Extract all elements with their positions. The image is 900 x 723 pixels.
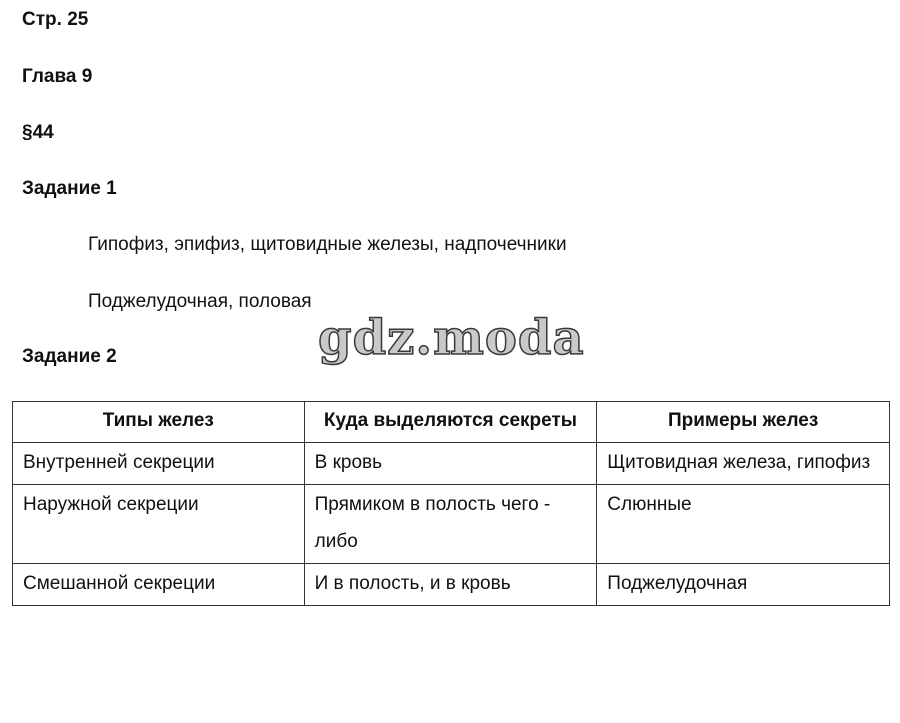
- table-row: [13, 564, 890, 606]
- table-cell: Слюнные: [597, 485, 890, 564]
- table-cell: Наружной секреции: [13, 485, 305, 564]
- task1-answer-1: Гипофиз, эпифиз, щитовидные железы, надпочечники: [88, 234, 567, 255]
- table-cell: В кровь: [304, 443, 597, 485]
- glands-table: [12, 401, 890, 606]
- table-cell: Внутренней секреции: [13, 443, 305, 485]
- task1-answer-2: Поджелудочная, половая: [88, 291, 312, 312]
- table-cell: Смешанной секреции: [13, 564, 305, 606]
- task1-title: Задание 1: [22, 178, 117, 199]
- header-gland-examples: Примеры желез: [597, 402, 890, 443]
- table-cell: Прямиком в полость чего - либо: [304, 485, 597, 564]
- task2-title: Задание 2: [22, 346, 117, 367]
- chapter-heading: Глава 9: [22, 66, 93, 87]
- table-cell: Поджелудочная: [597, 564, 890, 606]
- header-secretion-destination: Куда выделяются секреты: [304, 402, 597, 443]
- table-header-row: [13, 402, 890, 443]
- page-reference: Стр. 25: [22, 9, 89, 30]
- table-cell: И в полость, и в кровь: [304, 564, 597, 606]
- table-row: [13, 443, 890, 485]
- watermark-logo: gdz.moda: [318, 310, 585, 366]
- table-cell: Щитовидная железа, гипофиз: [597, 443, 890, 485]
- header-gland-types: Типы желез: [13, 402, 305, 443]
- paragraph-heading: §44: [22, 122, 54, 143]
- table-row: [13, 485, 890, 564]
